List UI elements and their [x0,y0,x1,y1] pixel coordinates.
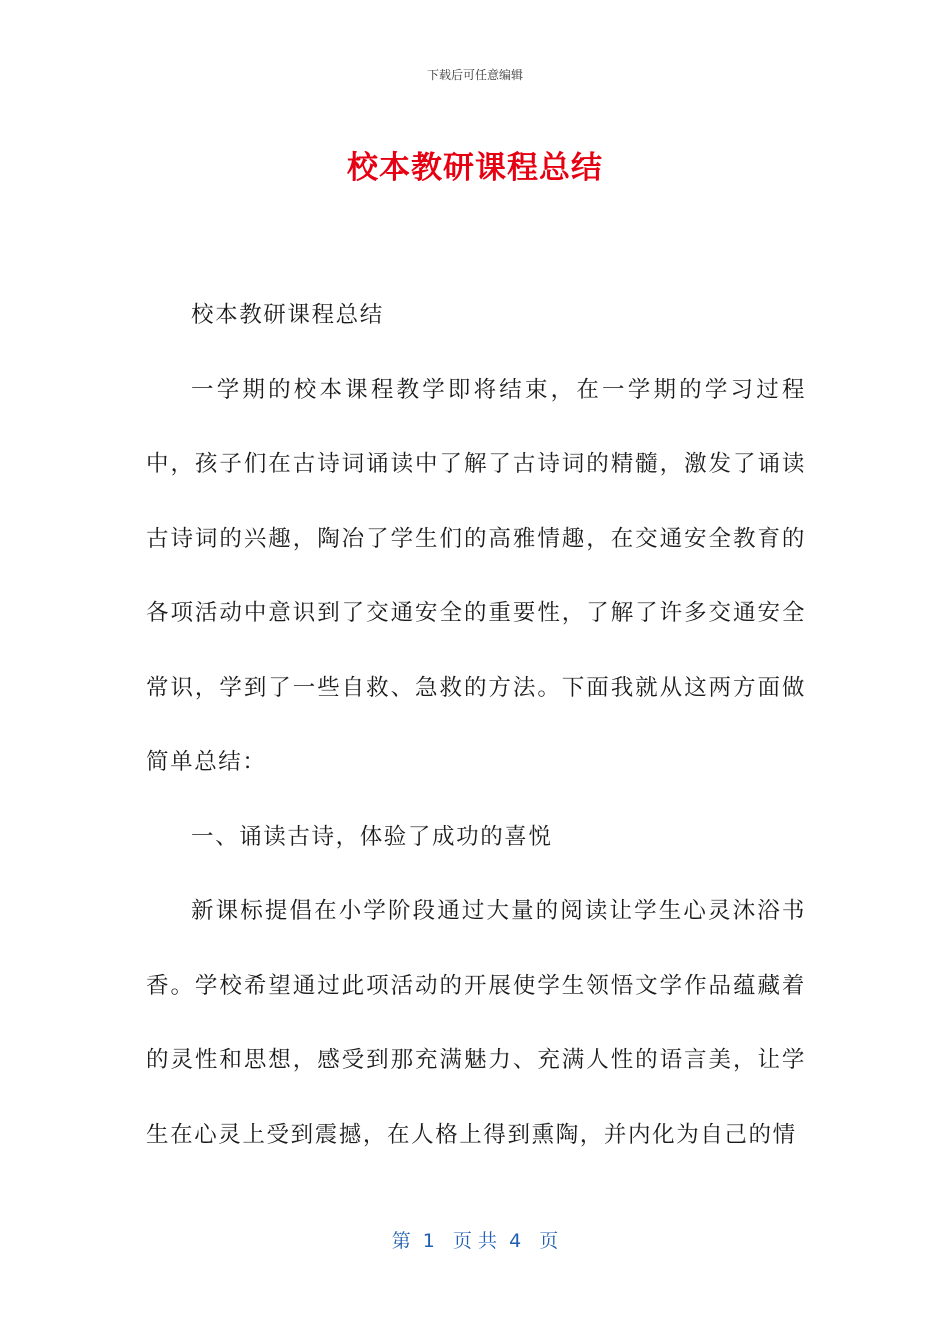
document-body [146,278,806,1172]
paragraph-intro: 一学期的校本课程教学即将结束，在一学期的学习过程中，孩子们在古诗词诵读中了解了古诗词的精髓，激发了诵读古诗词的兴趣，陶冶了学生们的高雅情趣，在交通安全教育的各项活动中意识到了交通安全的重要性，了解了许多交通安全常识，学到了一些自救、急救的方法。下面我就从这两方面做简单总结： [146,376,806,775]
paragraph-subtitle: 校本教研课程总结 [191,302,384,328]
page-number-footer: 第 1 页 共 4 页 [391,1230,559,1252]
document-title: 校本教研课程总结 [347,150,603,186]
paragraph-section-body: 新课标提倡在小学阶段通过大量的阅读让学生心灵沐浴书香。学校希望通过此项活动的开展使学生领悟文学作品蕴藏着的灵性和思想，感受到那充满魅力、充满人性的语言美，让学生在心灵上受到震撼，在人格上得到熏陶，并内化为自己的情 [146,898,806,1148]
header-note: 下载后可任意编辑 [426,68,523,82]
paragraph-section-heading: 一、诵读古诗，体验了成功的喜悦 [191,823,553,850]
